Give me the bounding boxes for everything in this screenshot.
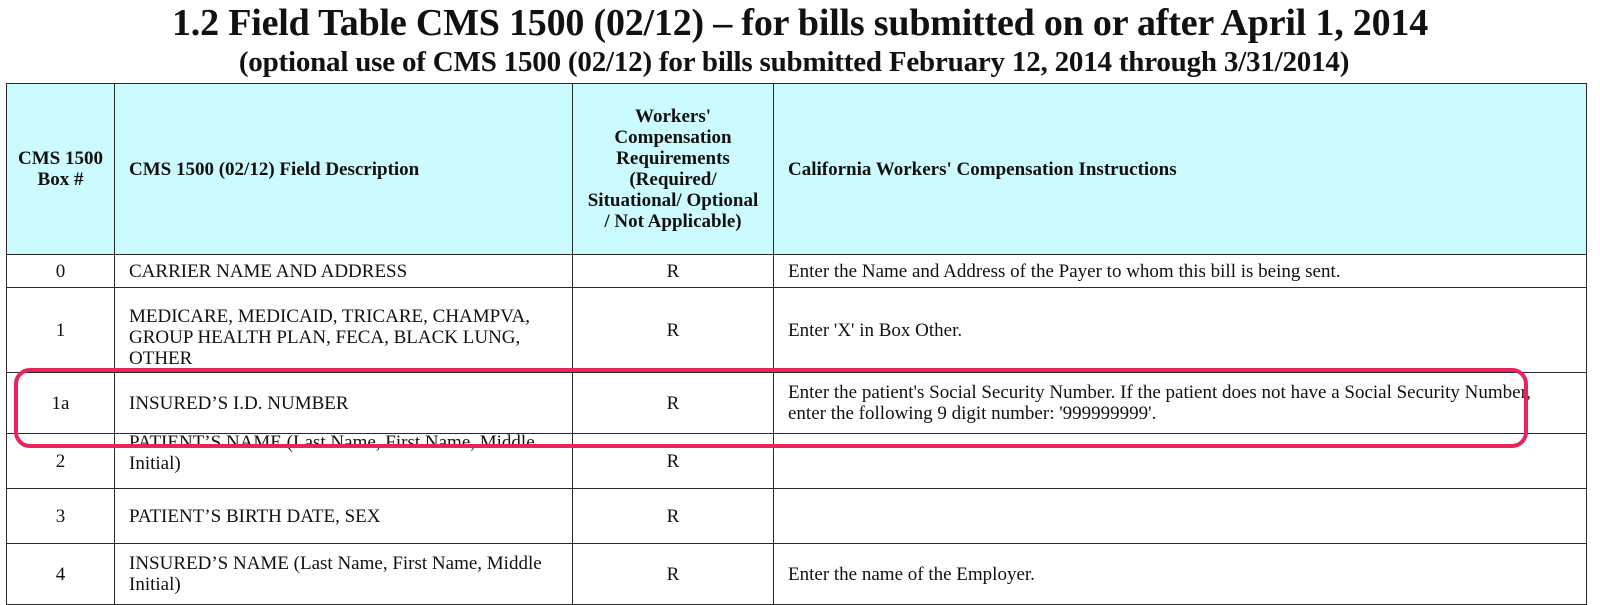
field-table <box>6 83 1587 605</box>
cell-description-text: PATIENT’S NAME (Last Name, First Name, Middle Initial) <box>129 433 535 474</box>
title-line-2: (optional use of CMS 1500 (02/12) for bills submitted February 12, 2014 through 3/31/2014) <box>238 46 1350 78</box>
header-field-description: CMS 1500 (02/12) Field Description <box>115 84 573 255</box>
header-box-number: CMS 1500 Box # <box>7 84 115 255</box>
table-row <box>7 489 1587 544</box>
cell-box: 4 <box>7 544 115 605</box>
cell-box: 2 <box>7 434 115 489</box>
page-title <box>0 4 1600 77</box>
cell-instructions: Enter the patient's Social Security Number. If the patient does not have a Social Security Number, enter the following 9 digit number: '999999999'. <box>774 373 1587 434</box>
cell-description: CARRIER NAME AND ADDRESS <box>115 255 573 288</box>
cell-instructions: Enter the Name and Address of the Payer to whom this bill is being sent. <box>774 255 1587 288</box>
header-requirements: Workers' Compensation Requirements (Required/ Situational/ Optional / Not Applicable) <box>573 84 774 255</box>
cell-description: INSURED’S NAME (Last Name, First Name, Middle Initial) <box>115 544 573 605</box>
cell-requirement: R <box>573 544 774 605</box>
table-row <box>7 544 1587 605</box>
cell-instructions: Enter the name of the Employer. <box>774 544 1587 605</box>
title-line-1: 1.2 Field Table CMS 1500 (02/12) – for bills submitted on or after April 1, 2014 <box>172 2 1428 44</box>
cell-requirement: R <box>573 434 774 489</box>
table-row <box>7 373 1587 434</box>
cell-description <box>115 434 573 489</box>
cell-description-text: MEDICARE, MEDICAID, TRICARE, CHAMPVA, GROUP HEALTH PLAN, FECA, BLACK LUNG, OTHER <box>129 306 530 369</box>
table-header-row <box>7 84 1587 255</box>
table-row <box>7 434 1587 489</box>
cell-box: 1a <box>7 373 115 434</box>
cell-requirement: R <box>573 489 774 544</box>
cell-box: 0 <box>7 255 115 288</box>
cell-instructions <box>774 489 1587 544</box>
cell-requirement: R <box>573 373 774 434</box>
cell-box: 1 <box>7 288 115 373</box>
cell-instructions <box>774 434 1587 489</box>
cell-description <box>115 288 573 373</box>
cell-requirement: R <box>573 288 774 373</box>
cell-description: PATIENT’S BIRTH DATE, SEX <box>115 489 573 544</box>
cell-description: INSURED’S I.D. NUMBER <box>115 373 573 434</box>
cell-requirement: R <box>573 255 774 288</box>
table-row <box>7 288 1587 373</box>
table-row <box>7 255 1587 288</box>
header-instructions: California Workers' Compensation Instructions <box>774 84 1587 255</box>
cell-instructions: Enter 'X' in Box Other. <box>774 288 1587 373</box>
cell-box: 3 <box>7 489 115 544</box>
